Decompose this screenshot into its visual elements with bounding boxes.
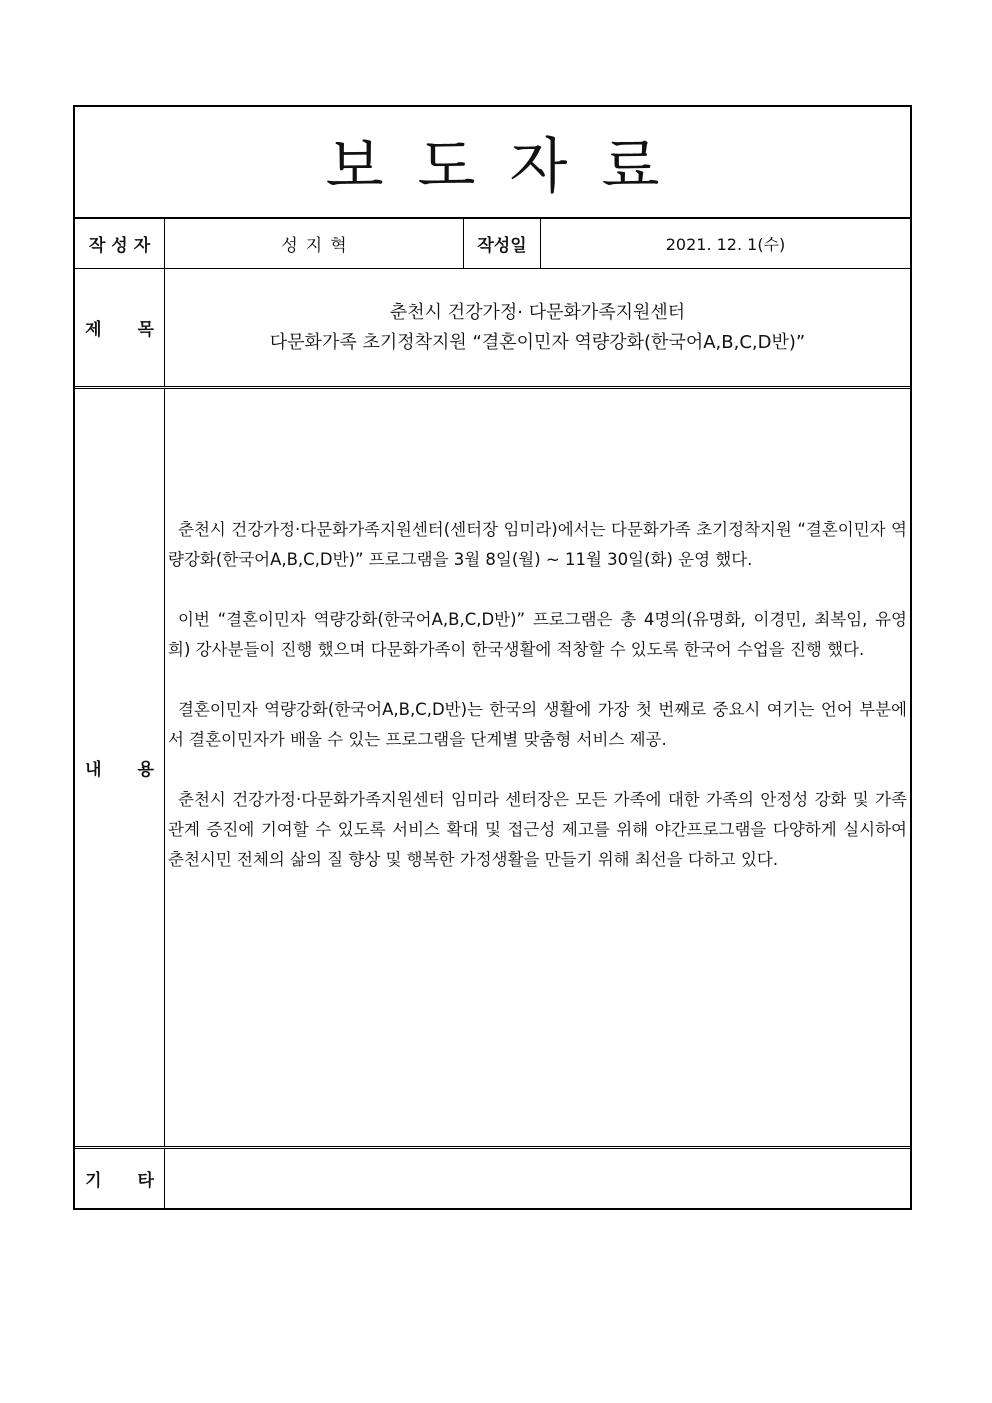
content-label-cell — [75, 389, 165, 1146]
subject-line-2: 다문화가족 초기정착지원 “결혼이민자 역량강화(한국어A,B,C,D반)” — [269, 331, 806, 353]
etc-label: 기 타 — [85, 1171, 154, 1191]
subject-row — [75, 269, 910, 389]
content-paragraph-1: 춘천시 건강가정·다문화가족지원센터(센터장 임미라)에서는 다문화가족 초기정착지원 “결혼이민자 역량강화(한국어A,B,C,D반)” 프로그램을 3월 8일(월) ~ 11월 30일(화) 운영 했다. — [168, 520, 907, 569]
document-title: 보도자료 — [325, 132, 694, 202]
meta-row — [75, 219, 910, 269]
subject-label-cell — [75, 269, 165, 386]
author-label: 작성자 — [88, 236, 157, 256]
title-row — [75, 107, 910, 219]
subject-label: 제 목 — [85, 320, 154, 340]
content-row — [75, 389, 910, 1149]
subject-cell — [165, 269, 910, 386]
content-paragraph-4: 춘천시 건강가정·다문화가족지원센터 임미라 센터장은 모든 가족에 대한 가족의 안정성 강화 및 가족관계 증진에 기여할 수 있도록 서비스 확대 및 접근성 제고를 위해 야간프로그램을 다양하게 실시하여 춘천시민 전체의 삶의 질 향상 및 행복한 가정생활을 만들기 위해 최선을 다하고 있다. — [168, 790, 907, 869]
subject-line-1: 춘천시 건강가정· 다문화가족지원센터 — [389, 301, 686, 323]
etc-label-cell — [75, 1149, 165, 1208]
author-cell — [165, 219, 464, 268]
date-label: 작성일 — [477, 236, 527, 256]
content-label: 내 용 — [85, 760, 154, 780]
press-release-form — [73, 105, 912, 1210]
date-value: 2021. 12. 1(수) — [665, 235, 786, 254]
author-label-cell — [75, 219, 165, 268]
content-paragraph-3: 결혼이민자 역량강화(한국어A,B,C,D반)는 한국의 생활에 가장 첫 번째로 중요시 여기는 언어 부분에서 결혼이민자가 배울 수 있는 프로그램을 단계별 맞춤형 서비스 제공. — [168, 700, 907, 749]
author-name: 성지혁 — [281, 236, 355, 256]
content-paragraph-2: 이번 “결혼이민자 역량강화(한국어A,B,C,D반)” 프로그램은 총 4명의(유명화, 이경민, 최복임, 유영희) 강사분들이 진행 했으며 다문화가족이 한국생활에 적창할 수 있도록 한국어 수업을 진행 했다. — [168, 610, 907, 659]
etc-cell — [165, 1149, 910, 1208]
etc-row — [75, 1149, 910, 1208]
content-cell — [165, 389, 910, 1146]
date-label-cell — [464, 219, 541, 268]
date-cell — [541, 219, 910, 268]
